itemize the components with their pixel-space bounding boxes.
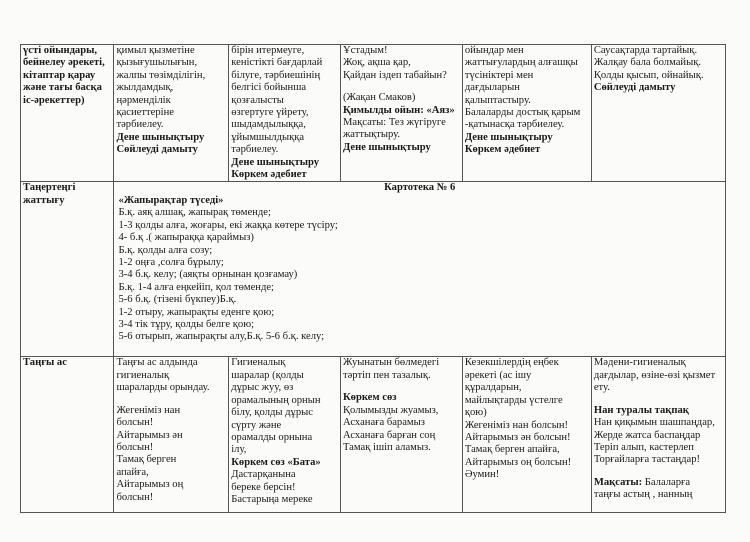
text-line: Асханаға барған соң: [342, 429, 436, 441]
text-line: 1-3 қолды алға, жоғары, екі жаққа көтере түсіру;: [118, 219, 338, 231]
text-line: орамалды орнына: [231, 431, 313, 443]
text-line: Көркем әдебиет: [464, 144, 541, 156]
text-line: тәртіп пен тазалық.: [342, 369, 431, 381]
text-line: таңғы астың , нанның: [593, 489, 693, 501]
text-line: Қайдан іздеп табайын?: [342, 69, 447, 81]
text-line: Асханаға барамыз: [342, 417, 425, 429]
text-line: ңәрменділік: [116, 94, 171, 106]
text-line: Айтарымыз ән болсын!: [464, 431, 571, 443]
text-line: қасиеттеріне: [116, 107, 174, 119]
table-cell: [340, 357, 462, 513]
text-line: тәрбиелеу.: [231, 144, 279, 156]
text-line: қалыптастыру.: [464, 94, 531, 106]
table-cell: [462, 45, 591, 182]
text-line: Б.қ. 1-4 алға еңкейіп, қол төменде;: [118, 281, 274, 293]
text-line: және тағы басқа: [23, 82, 102, 94]
text-line: Дене шынықтыру: [464, 131, 553, 143]
text-line: [343, 82, 460, 92]
table-cell: [591, 45, 725, 182]
text-line: сүрту және: [231, 419, 282, 431]
text-line: [116, 395, 226, 405]
text-line: белгісі бойынша: [231, 82, 307, 94]
text-line: Б.қ. қолды алға созу;: [118, 244, 213, 256]
text-line: Нан туралы тақпақ: [593, 404, 689, 416]
text-line: Жегеніміз нан болсын!: [464, 419, 569, 431]
text-line: Әумин!: [464, 469, 500, 481]
text-line: Мақсаты: Тез жүгіруге: [342, 117, 446, 129]
text-line: береке берсін!: [231, 481, 296, 493]
exercise-cell: [114, 182, 726, 357]
text-line: жылдамдық,: [116, 82, 174, 94]
text-line: Айтарымыз оң: [116, 479, 184, 491]
text-line: Мақсаты: Балаларға: [593, 476, 691, 488]
text-line: Жуынатын бөлмедегі: [342, 357, 440, 369]
text-line: дағдылар, өзіне-өзі қызмет: [593, 369, 716, 381]
text-line: Тамақ ішіп аламыз.: [342, 441, 431, 453]
text-line: тәрбиелеу.: [116, 119, 164, 131]
text-line: қимыл қызметіне: [116, 45, 195, 56]
exercise-lines: [116, 195, 723, 344]
text-line: қозғалысты: [231, 94, 284, 106]
text-line: жалпы төзімділігін,: [116, 69, 206, 81]
text-line: жаттықтыру.: [342, 129, 401, 141]
table-row: [21, 357, 726, 513]
text-line: майлықтарды үстелге: [464, 394, 563, 406]
text-line: Мәдени-гигиеналық: [593, 357, 686, 369]
text-line: Дене шынықтыру: [342, 141, 431, 153]
table-row: [21, 45, 726, 182]
text-line: Айтарымыз оң болсын!: [464, 456, 572, 468]
text-line: бірін итермеуге,: [231, 45, 305, 56]
text-line: Жоқ, ақша қар,: [342, 57, 411, 69]
text-line: өзгертуге үйрету,: [231, 107, 309, 119]
text-line: 5-6 отырып, жапырақты алу,Б.қ. 5-6 б.қ. келу;: [118, 331, 325, 343]
text-line: орамалының орнын: [231, 394, 321, 406]
table-cell: [229, 357, 341, 513]
text-line: 1-2 отыру, жапырақты еденге қою;: [118, 306, 275, 318]
text-line: құралдарын,: [464, 382, 522, 394]
text-line: Айтарымыз ән: [116, 429, 183, 441]
text-line: 4- б.қ .( жапыраққа қараймыз): [118, 232, 254, 244]
table-cell: [229, 45, 341, 182]
text-line: 1-2 оңға ,солға бұрылу;: [118, 256, 224, 268]
text-line: шараларды орындау.: [116, 382, 210, 394]
table-cell: [462, 357, 591, 513]
text-line: ету.: [593, 382, 610, 394]
text-line: Сөйлеуді дамыту: [593, 82, 676, 94]
text-line: кітаптар қарау: [23, 69, 96, 81]
text-line: [594, 467, 723, 477]
text-line: бейнелеу әрекеті,: [23, 57, 105, 69]
text-line: Таңғы ас: [23, 357, 67, 369]
text-line: Дене шынықтыру: [231, 156, 320, 168]
text-line: Жегеніміз нан: [116, 404, 181, 416]
text-line: білу, қолды дұрыс: [231, 407, 313, 419]
text-line: болсын!: [116, 441, 154, 453]
text-line: Таңғы ас алдында: [116, 357, 198, 369]
text-line: гигиеналық: [116, 369, 170, 381]
text-line: дағдыларын: [464, 82, 520, 94]
row-label-line: Таңертеңгі: [23, 182, 76, 194]
text-line: Теріп алып, кастерлеп: [593, 441, 694, 453]
table-cell: [114, 357, 229, 513]
text-line: Сөйлеуді дамыту: [116, 144, 198, 156]
text-line: Көркем сөз: [342, 392, 397, 404]
text-line: [343, 382, 460, 392]
text-line: шыдамдылыққа,: [231, 119, 306, 131]
text-line: болсын!: [116, 417, 154, 429]
text-line: Торғайларға тастаңдар!: [593, 454, 701, 466]
text-line: кеністікті бағдарлай: [231, 57, 323, 69]
text-line: түсініктері мен: [464, 69, 534, 81]
text-line: Балаларды достық қарым: [464, 107, 581, 119]
text-line: әрекеті (ас ішу: [464, 369, 532, 381]
text-line: 3-4 тік тұру, қолды белге қою;: [118, 318, 255, 330]
row-label-line: жаттығу: [23, 194, 65, 206]
text-line: Ұстадым!: [342, 45, 388, 56]
text-line: дұрыс жуу, өз: [231, 382, 294, 394]
text-line: Дастарқанына: [231, 469, 296, 481]
text-line: Тамақ берген апайға,: [464, 444, 560, 456]
text-line: «Жапырақтар түседі»: [118, 194, 224, 206]
text-line: Жерде жатса баспаңдар: [593, 429, 701, 441]
text-line: үсті ойындары,: [23, 45, 98, 56]
text-line: болсын!: [116, 491, 154, 503]
text-line: (Жақан Смаков): [342, 92, 416, 104]
table-cell: [340, 45, 462, 182]
text-line: Кезекшілердің еңбек: [464, 357, 559, 369]
text-line: Тамақ берген: [116, 454, 177, 466]
text-line: Көркем әдебиет: [231, 169, 307, 181]
text-line: қызығушылығын,: [116, 57, 198, 69]
card-title: Картотека № 6: [384, 182, 456, 194]
text-line: Қимылды ойын: «Аяз»: [342, 104, 455, 116]
text-line: 5-6 б.қ. (тізені бүкпеу)Б.қ.: [118, 294, 237, 306]
text-line: ілу,: [231, 444, 247, 456]
text-line: апайға,: [116, 466, 149, 478]
text-line: Дене шынықтыру: [116, 131, 205, 143]
text-line: шаралар (қолды: [231, 369, 304, 381]
text-line: Саусақтарда тартайық.: [593, 45, 698, 56]
text-line: Көркем сөз «Бата»: [231, 456, 321, 468]
text-line: Гигиеналық: [231, 357, 286, 369]
table-cell: [21, 45, 114, 182]
text-line: Қолымызды жуамыз,: [342, 404, 439, 416]
daily-plan-table: [20, 44, 726, 513]
text-line: ұйымшылдыққа: [231, 131, 305, 143]
text-line: [594, 395, 723, 405]
text-line: -қатынасқа тәрбиелеу.: [464, 119, 565, 131]
table-row: [21, 182, 726, 357]
text-line: Нан қиқымын шашпаңдар,: [593, 417, 715, 429]
text-line: жаттығулардың алғашқы: [464, 57, 578, 69]
text-line: іс-әрекеттер): [23, 94, 85, 106]
text-line: Б.қ. аяқ алшақ, жапырақ төменде;: [118, 207, 271, 219]
text-line: 3-4 б.қ. келу; (аяқты орнынан қозғамау): [118, 269, 298, 281]
text-line: Бастарыңа мереке: [231, 493, 313, 505]
text-line: Қолды қысып, ойнайық.: [593, 69, 704, 81]
text-line: ойындар мен: [464, 45, 524, 56]
table-cell: [21, 357, 114, 513]
table-cell: [591, 357, 725, 513]
text-line: қою): [464, 407, 487, 419]
text-line: білуге, тәрбиешінің: [231, 69, 321, 81]
row-label: [21, 182, 114, 357]
table-cell: [114, 45, 229, 182]
text-line: Жалқау бала болмайық.: [593, 57, 701, 69]
